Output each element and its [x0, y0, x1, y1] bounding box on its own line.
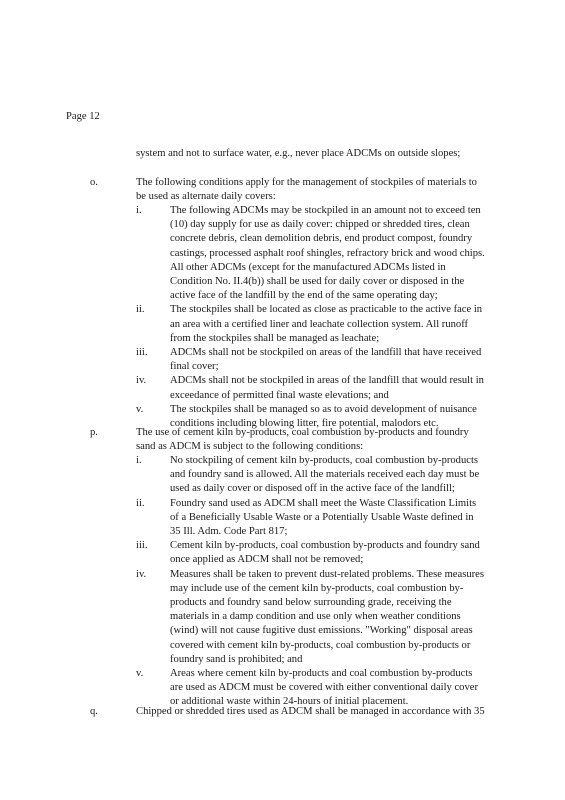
item-line: The stockpiles shall be located as close as practicable to the active face in — [170, 304, 483, 316]
item-text — [170, 374, 515, 402]
item-number: iv. — [136, 375, 147, 387]
item-number: ii. — [136, 304, 145, 316]
list-item — [0, 303, 565, 346]
item-text — [170, 454, 515, 497]
item-line: The following ADCMs may be stockpiled in an amount not to exceed ten — [170, 205, 481, 216]
item-text — [170, 539, 515, 567]
item-line: may include use of the cement kiln by-products, coal combustion by- — [170, 582, 464, 594]
item-text — [170, 346, 515, 374]
item-text — [170, 667, 515, 710]
item-line: of a Beneficially Usable Waste or a Potentially Usable Waste defined in — [170, 511, 474, 523]
list-item — [0, 374, 565, 402]
item-line: concrete debris, clean demolition debris, end product compost, foundry — [170, 233, 473, 245]
item-number: iii. — [136, 540, 148, 552]
continued-line: system and not to surface water, e.g., never place ADCMs on outside slopes; — [136, 148, 461, 159]
list-item — [0, 568, 565, 667]
page-number: Page 12 — [66, 111, 100, 122]
item-line: final cover; — [170, 361, 219, 373]
list-item — [0, 539, 565, 567]
item-line: exceedance of permitted final waste elevations; and — [170, 389, 389, 401]
item-line: covered with cement kiln by-products, coal combustion by-products or — [170, 639, 471, 651]
item-list — [0, 454, 565, 710]
item-line: conditions including blowing litter, fire potential, malodors etc. — [170, 418, 439, 430]
list-item — [0, 346, 565, 374]
item-number: v. — [136, 668, 144, 680]
list-item — [0, 204, 565, 303]
item-line: from the stockpiles shall be managed as leachate; — [170, 332, 380, 344]
item-line: (10) day supply for use as daily cover: chipped or shredded tires, clean — [170, 219, 470, 231]
item-list — [0, 204, 565, 431]
item-number: iv. — [136, 568, 147, 580]
intro-line: Chipped or shredded tires used as ADCM shall be managed in accordance with 35 — [136, 706, 485, 717]
item-line: products and foundry sand below surrounding grade, receiving the — [170, 597, 452, 609]
section-letter: o. — [90, 177, 98, 188]
section-intro — [136, 705, 516, 719]
item-line: Foundry sand used as ADCM shall meet the Waste Classification Limits — [170, 497, 477, 509]
item-line: foundry sand is prohibited; and — [170, 653, 303, 665]
item-line: The stockpiles shall be managed so as to avoid development of nuisance — [170, 403, 477, 415]
item-line: castings, processed asphalt roof shingles, refractory brick and wood chips. — [170, 247, 485, 259]
item-line: 35 Ill. Adm. Code Part 817; — [170, 526, 288, 538]
item-line: No stockpiling of cement kiln by-products, coal combustion by-products — [170, 455, 479, 466]
item-line: and foundry sand is allowed. All the materials received each day must be — [170, 469, 480, 481]
item-line: an area with a certified liner and leachate collection system. All runoff — [170, 318, 469, 330]
item-line: ADCMs shall not be stockpiled on areas of the landfill that have received — [170, 347, 482, 359]
item-text — [170, 303, 515, 346]
item-line: or additional waste within 24-hours of initial placement. — [170, 696, 409, 708]
item-number: iii. — [136, 347, 148, 359]
intro-line: be used as alternate daily covers: — [136, 191, 276, 203]
list-item — [0, 454, 565, 497]
item-number: v. — [136, 403, 144, 415]
item-line: materials in a damp condition and use only when weather conditions — [170, 611, 461, 623]
intro-line: sand as ADCM is subject to the following conditions: — [136, 441, 364, 453]
section-letter: p. — [90, 427, 98, 438]
item-line: Condition No. II.4(b)) shall be used for daily cover or disposed in the — [170, 276, 465, 288]
item-line: are used as ADCM must be covered with either conventional daily cover — [170, 682, 479, 694]
section-intro — [136, 176, 516, 204]
section-letter: q. — [90, 706, 98, 717]
item-number: ii. — [136, 497, 145, 509]
item-number: i. — [136, 455, 142, 466]
item-line: (wind) will not cause fugitive dust emissions. "Working" disposal areas — [170, 625, 473, 637]
intro-line: The use of cement kiln by-products, coal combustion by-products and foundry — [136, 427, 469, 438]
item-line: ADCMs shall not be stockpiled in areas of the landfill that would result in — [170, 375, 484, 387]
item-line: once applied as ADCM shall not be removed; — [170, 554, 364, 566]
item-line: All other ADCMs (except for the manufactured ADCMs listed in — [170, 261, 446, 273]
item-text — [170, 568, 515, 667]
section-intro — [136, 426, 516, 454]
item-line: used as daily cover or disposed off in the active face of the landfill; — [170, 483, 455, 495]
item-line: Areas where cement kiln by-products and coal combustion by-products — [170, 668, 473, 680]
list-item — [0, 497, 565, 540]
item-text — [170, 497, 515, 540]
item-number: i. — [136, 205, 142, 216]
list-item — [0, 667, 565, 710]
intro-line: The following conditions apply for the management of stockpiles of materials to — [136, 177, 477, 188]
item-line: Cement kiln by-products, coal combustion by-products and foundry sand — [170, 540, 480, 552]
item-text — [170, 204, 515, 303]
item-line: Measures shall be taken to prevent dust-related problems. These measures — [170, 568, 484, 580]
item-line: active face of the landfill by the end of the same operating day; — [170, 290, 438, 302]
